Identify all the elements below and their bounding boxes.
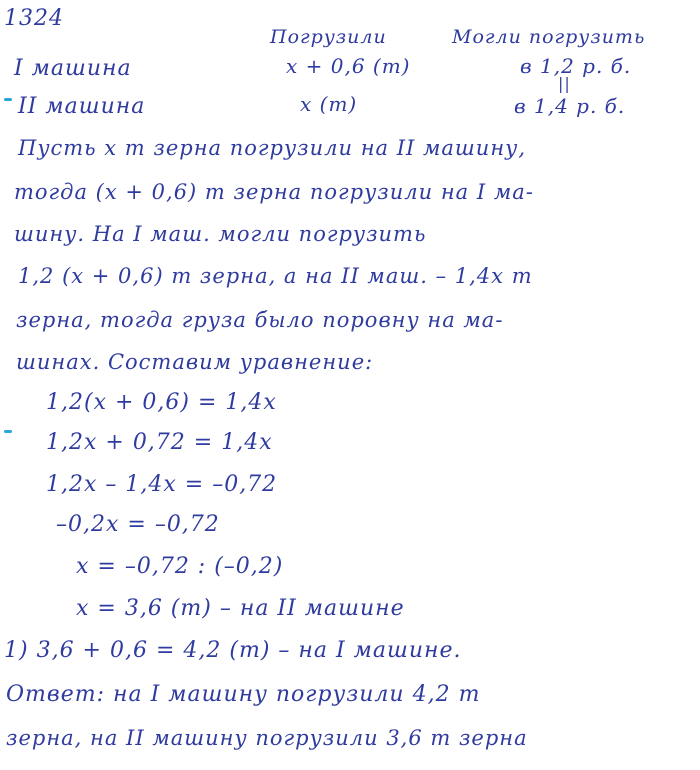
- equation-line: 1,2(x + 0,6) = 1,4x: [46, 390, 277, 415]
- row1-could: в 1,2 р. б.: [520, 54, 632, 78]
- answer-line: зерна, на II машину погрузили 3,6 т зерна: [6, 726, 528, 750]
- row2-could: в 1,4 р. б.: [514, 94, 626, 118]
- row1-loaded: x + 0,6 (т): [286, 54, 411, 78]
- header-loaded: Погрузили: [270, 26, 387, 48]
- margin-dash: [4, 430, 12, 433]
- paragraph-line: шинах. Составим уравнение:: [16, 350, 374, 374]
- paragraph-line: зерна, тогда груза было поровну на ма-: [16, 308, 504, 332]
- paragraph-line: шину. На I маш. могли погрузить: [14, 222, 427, 246]
- solution-step: 1) 3,6 + 0,6 = 4,2 (т) – на I машине.: [4, 638, 462, 663]
- equation-line: 1,2x – 1,4x = –0,72: [46, 472, 278, 497]
- row2-name: II машина: [18, 94, 146, 119]
- equation-line: –0,2x = –0,72: [56, 512, 220, 537]
- header-could-load: Могли погрузить: [452, 26, 646, 48]
- row2-loaded: x (т): [300, 92, 358, 116]
- equation-line: x = –0,72 : (–0,2): [76, 554, 284, 579]
- row1-name: I машина: [14, 56, 132, 81]
- paragraph-line: Пусть x т зерна погрузили на II машину,: [18, 136, 527, 160]
- equal-mark: ||: [558, 74, 571, 93]
- answer-line: Ответ: на I машину погрузили 4,2 т: [6, 682, 481, 707]
- paragraph-line: тогда (x + 0,6) т зерна погрузили на I ма-: [14, 180, 534, 204]
- equation-line: 1,2x + 0,72 = 1,4x: [46, 430, 273, 455]
- equation-line: x = 3,6 (т) – на II машине: [76, 596, 405, 621]
- paragraph-line: 1,2 (x + 0,6) т зерна, а на II маш. – 1,4x т: [18, 264, 533, 288]
- margin-dash: [4, 98, 12, 101]
- problem-number: 1324: [4, 6, 64, 31]
